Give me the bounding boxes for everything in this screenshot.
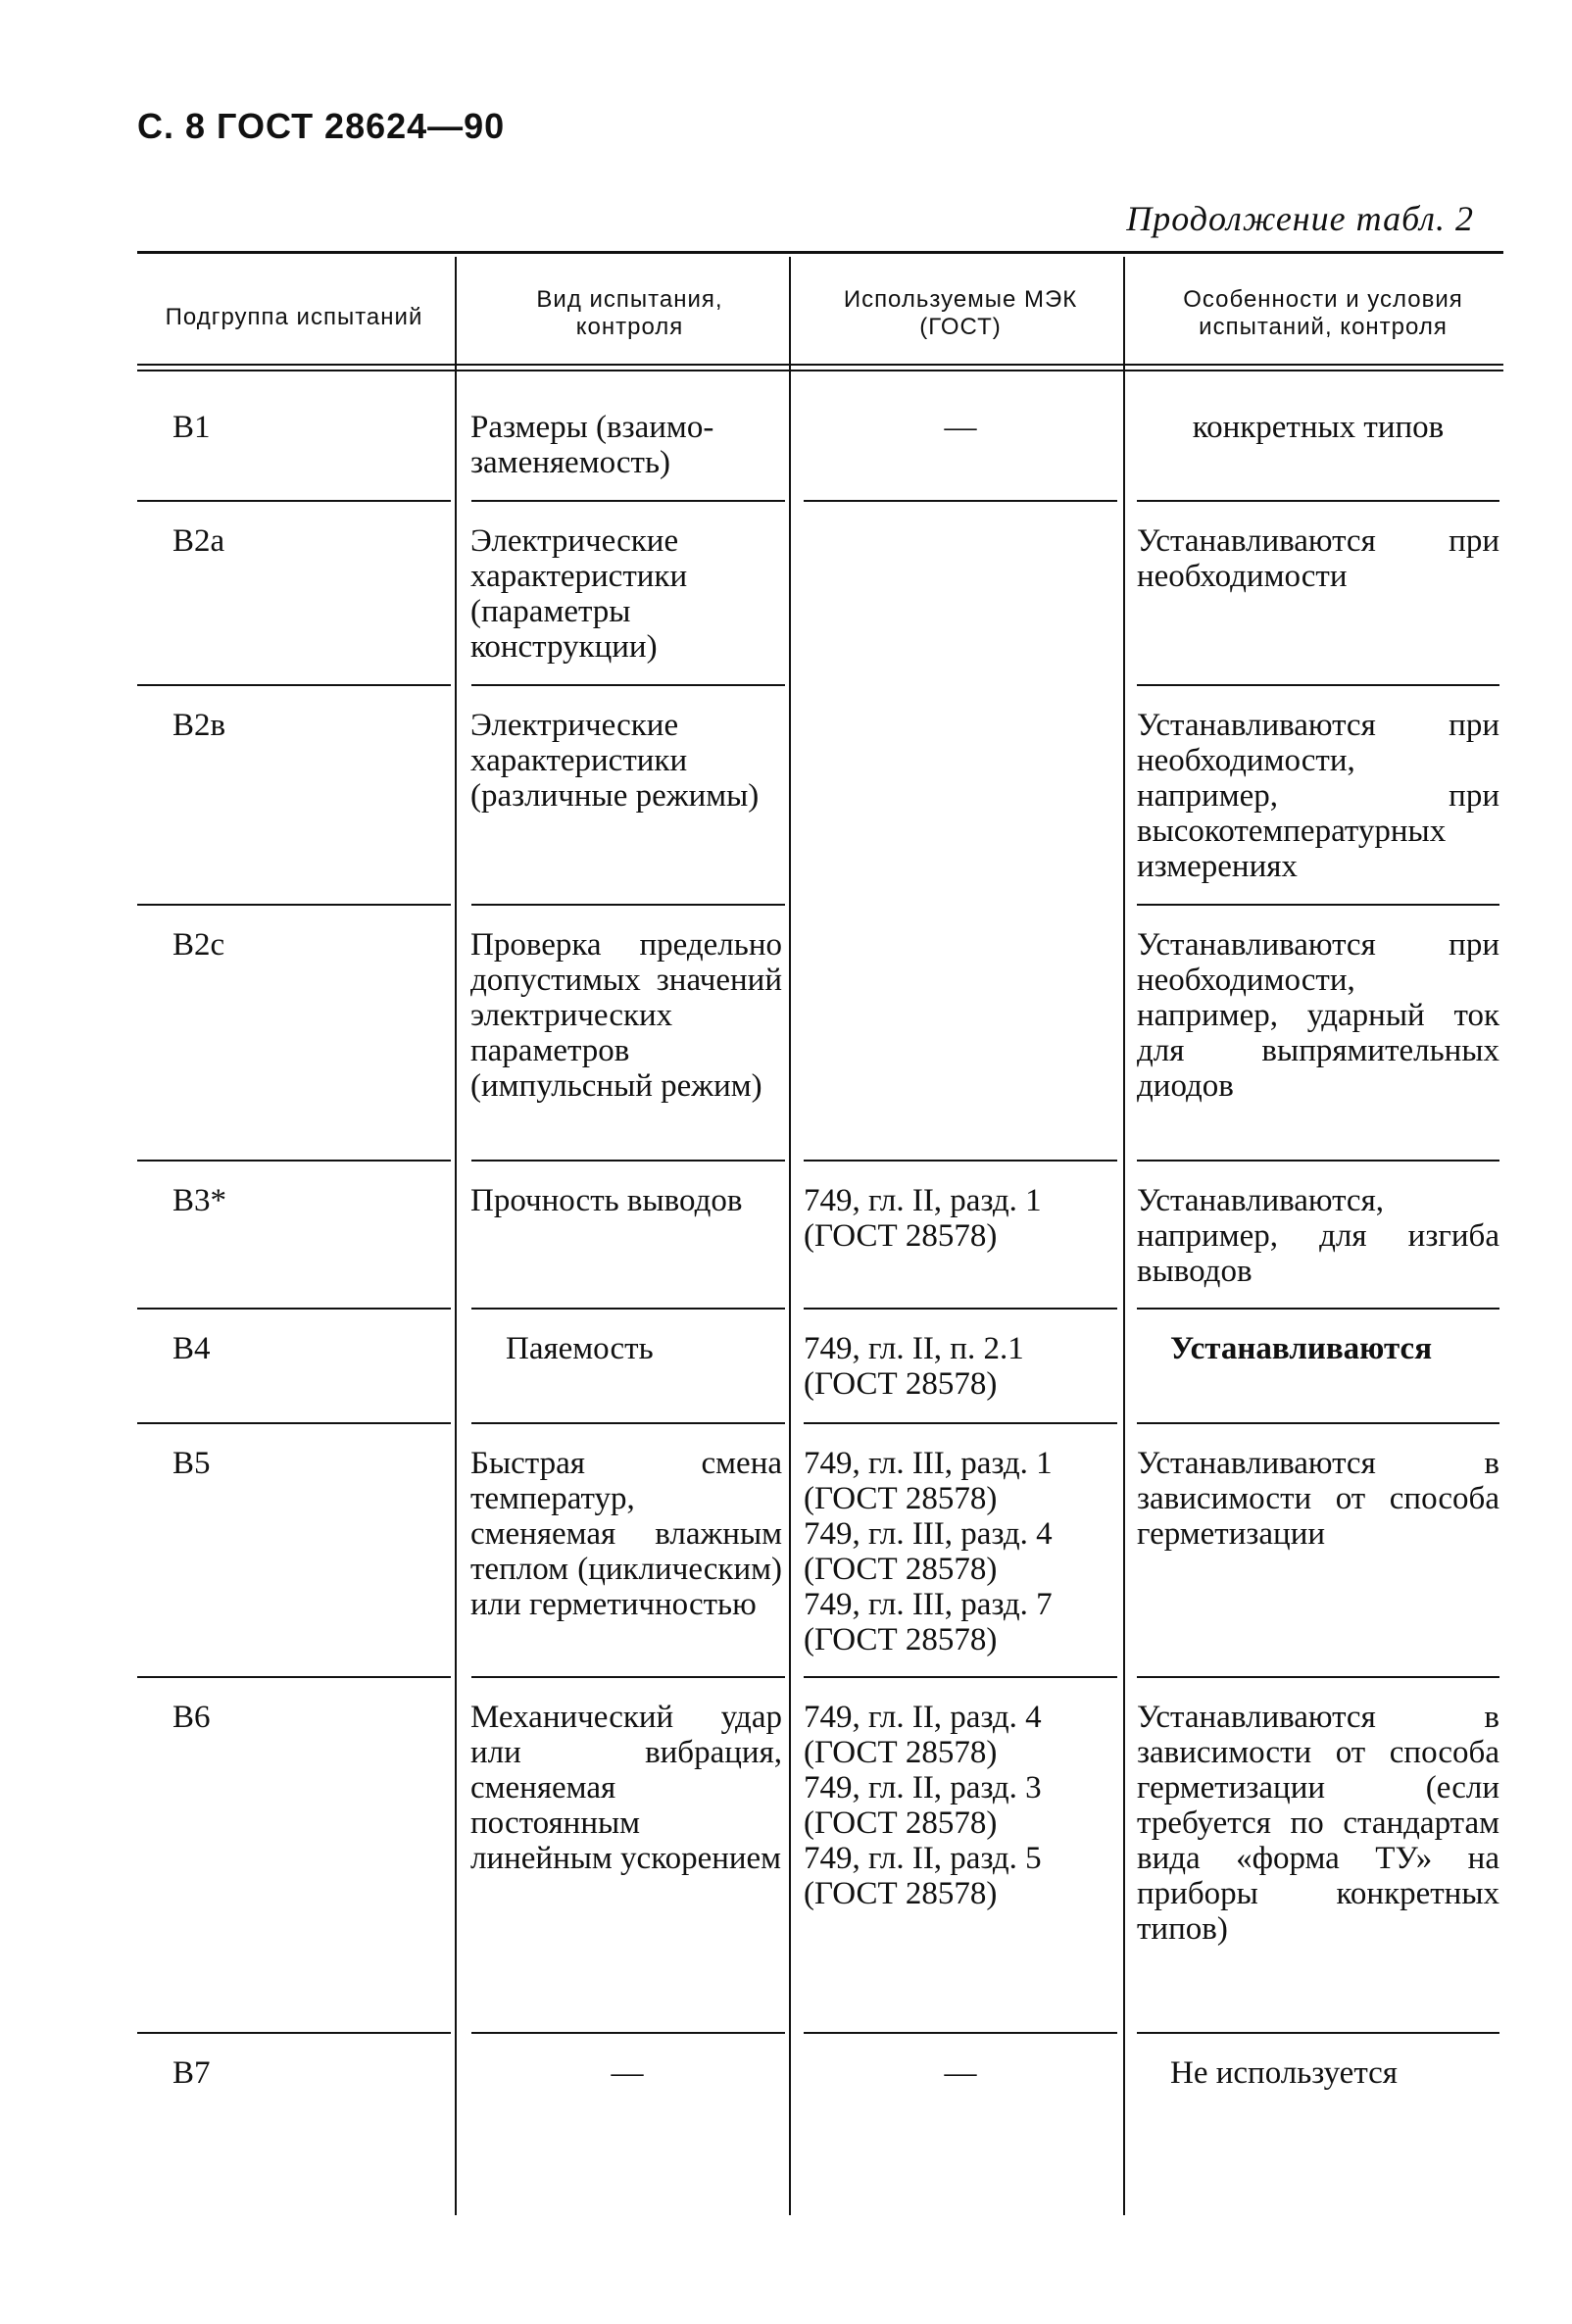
row-separator: [804, 1308, 1117, 1310]
header-bottom-rule: [137, 364, 1503, 366]
table-cell-subgroup: B2в: [172, 708, 226, 743]
row-separator: [1137, 1308, 1499, 1310]
table-cell-conditions: Устанавливаются при необходимости, например, при высокотемпературных измерениях: [1137, 708, 1499, 884]
table-cell-subgroup: B7: [172, 2055, 211, 2091]
row-separator: [471, 1676, 785, 1678]
table-cell-test-type: Прочность выводов: [470, 1183, 743, 1218]
table-cell-conditions: Устанавливаются при необходимости: [1137, 523, 1499, 594]
table-cell-test-type: Паяемость: [506, 1331, 654, 1366]
table-cell-test-type: —: [611, 2055, 644, 2091]
page-header: С. 8 ГОСТ 28624—90: [137, 106, 506, 146]
row-separator: [471, 2032, 785, 2034]
table-cell-conditions: Устанавливаются, например, для изгиба выводов: [1137, 1183, 1499, 1289]
table-cell-test-type: Электрические характеристики (параметры конструкции): [470, 523, 688, 665]
row-separator: [471, 1308, 785, 1310]
header-bottom-rule-2: [137, 370, 1503, 371]
table-cell-subgroup: B2c: [172, 927, 225, 963]
table-continuation-label: Продолжение табл. 2: [1126, 199, 1474, 238]
table-cell-iec: —: [944, 410, 977, 445]
column-header-iec: Используемые МЭК (ГОСТ): [843, 286, 1078, 340]
row-separator: [471, 684, 785, 686]
table-cell-subgroup: B3*: [172, 1183, 227, 1218]
table-cell-test-type: Механический удар или вибрация, сменяемая постоянным линейным ускорением: [470, 1700, 782, 1876]
table-top-rule: [137, 251, 1503, 254]
table-cell-conditions: конкретных типов: [1192, 410, 1445, 445]
row-separator: [471, 904, 785, 906]
row-separator: [137, 1308, 451, 1310]
table-cell-iec: 749, гл. II, разд. 4 (ГОСТ 28578) 749, гл. II, разд. 3 (ГОСТ 28578) 749, гл. II, разд. 5 (ГОСТ 28578): [804, 1700, 1042, 1911]
table-cell-iec: 749, гл. II, разд. 1 (ГОСТ 28578): [804, 1183, 1042, 1254]
table-cell-conditions: Не используется: [1170, 2055, 1398, 2091]
row-separator: [1137, 500, 1499, 502]
table-cell-conditions: Устанавливаются в зависимости от способа герметизации (если требуется по стандартам вида «форма ТУ» на приборы конкретных типов): [1137, 1700, 1499, 1947]
table-cell-subgroup: B5: [172, 1446, 211, 1481]
table-cell-subgroup: B1: [172, 410, 211, 445]
table-cell-subgroup: B6: [172, 1700, 211, 1735]
table-cell-conditions: Устанавливаются при необходимости, например, ударный ток для выпрямительных диодов: [1137, 927, 1499, 1104]
row-separator: [804, 1160, 1117, 1162]
row-separator: [804, 500, 1117, 502]
row-separator: [471, 1422, 785, 1424]
row-separator: [1137, 2032, 1499, 2034]
row-separator: [137, 1676, 451, 1678]
row-separator: [137, 1160, 451, 1162]
row-separator: [1137, 1676, 1499, 1678]
row-separator: [137, 684, 451, 686]
column-header-subgroup: Подгруппа испытаний: [165, 304, 423, 330]
row-separator: [804, 1422, 1117, 1424]
column-header-test-type: Вид испытания, контроля: [536, 286, 723, 340]
row-separator: [137, 2032, 451, 2034]
table-cell-conditions: Устанавливаются в зависимости от способа герметизации: [1137, 1446, 1499, 1552]
table-cell-subgroup: B2a: [172, 523, 225, 559]
row-separator: [137, 500, 451, 502]
table-cell-subgroup: B4: [172, 1331, 211, 1366]
row-separator: [1137, 684, 1499, 686]
table-cell-test-type: Быстрая смена температур, сменяемая влажным теплом (циклическим) или герметичностью: [470, 1446, 782, 1622]
column-divider-2: [789, 257, 791, 2215]
row-separator: [1137, 1422, 1499, 1424]
table-cell-conditions: Устанавливаются: [1170, 1331, 1433, 1366]
table-cell-iec: —: [944, 2055, 977, 2091]
table-cell-test-type: Электрические характеристики (различные режимы): [470, 708, 760, 814]
row-separator: [804, 1676, 1117, 1678]
column-header-conditions: Особенности и условия испытаний, контроля: [1183, 286, 1463, 340]
row-separator: [471, 1160, 785, 1162]
row-separator: [1137, 1160, 1499, 1162]
row-separator: [137, 1422, 451, 1424]
table-cell-test-type: Проверка предельно допустимых значений электрических параметров (импульсный режим): [470, 927, 782, 1104]
table-cell-iec: 749, гл. II, п. 2.1 (ГОСТ 28578): [804, 1331, 1024, 1402]
column-divider-1: [455, 257, 457, 2215]
table-cell-iec: 749, гл. III, разд. 1 (ГОСТ 28578) 749, гл. III, разд. 4 (ГОСТ 28578) 749, гл. III, разд. 7 (ГОСТ 28578): [804, 1446, 1053, 1657]
column-divider-3: [1123, 257, 1125, 2215]
row-separator: [804, 2032, 1117, 2034]
row-separator: [471, 500, 785, 502]
row-separator: [137, 904, 451, 906]
row-separator: [1137, 904, 1499, 906]
table-cell-test-type: Размеры (взаимо- заменяемость): [470, 410, 714, 480]
